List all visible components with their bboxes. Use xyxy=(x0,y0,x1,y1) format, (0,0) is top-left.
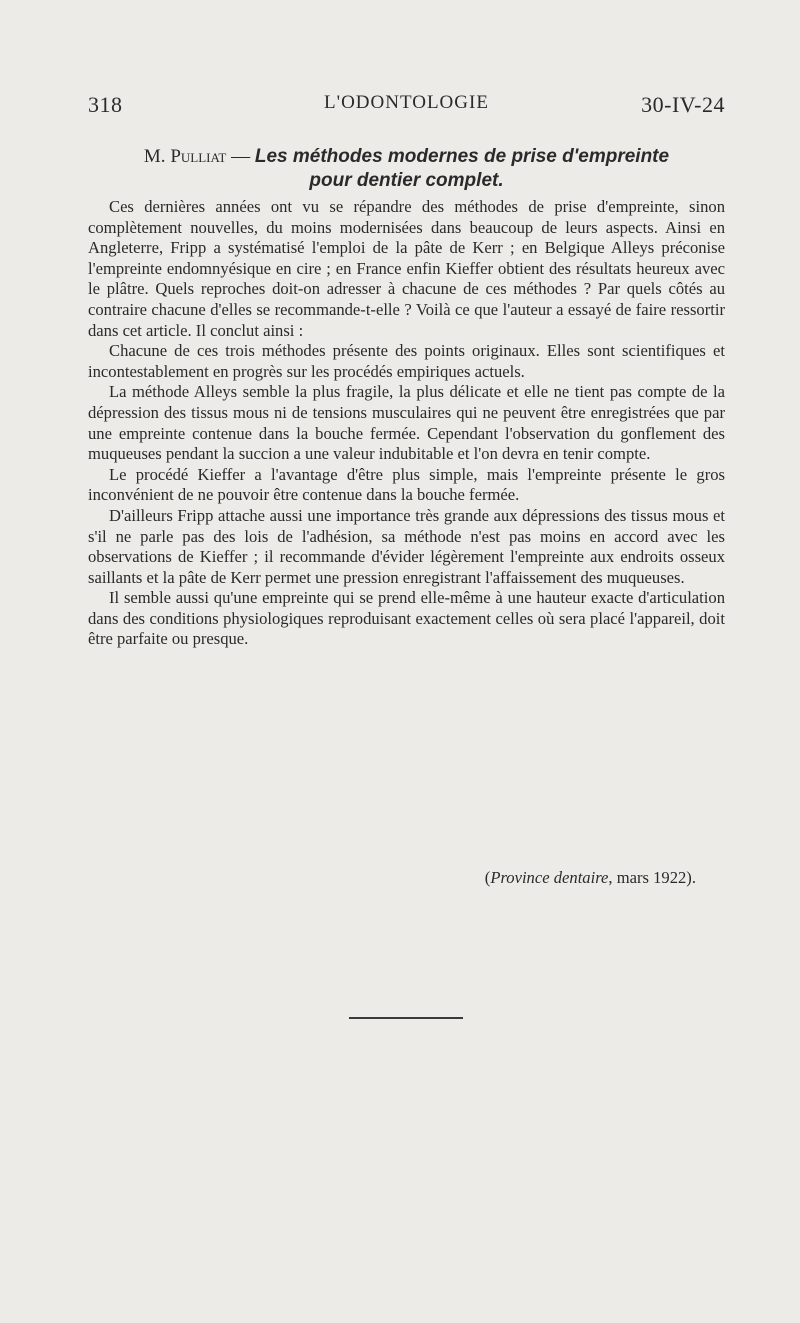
source-rest: , mars 1922). xyxy=(608,868,696,887)
paragraph: D'ailleurs Fripp attache aussi une importance très grande aux dépressions des tissus mous et s'il ne parle pas des lois de l'adhésion, sa méthode n'est pas moins en accord avec les observations de Kieffer ; il recommande d'évider légèrement l'empreinte aux endroits osseux saillants et la pâte de Kerr permet une pression enregistrant l'affaissement des muqueuses. xyxy=(88,505,725,587)
paragraph: La méthode Alleys semble la plus fragile, la plus délicate et elle ne tient pas compte de la dépression des tissus mous ni de tensions musculaires qui ne peuvent être enregistrées que par une empreinte contenue dans la bouche fermée. Cependant l'observation du gonflement des muqueuses pendant la succion a une valeur indubitable et l'on devra en tenir compte. xyxy=(88,382,725,464)
author-name: Pulliat xyxy=(170,146,227,167)
running-head xyxy=(88,92,725,122)
author-prefix: M. xyxy=(143,146,166,167)
paragraph: Ces dernières années ont vu se répandre des méthodes de prise d'empreinte, sinon complètement nouvelles, du moins modernisées dans beaucoup de leurs aspects. Ainsi en Angleterre, Fripp a systématisé l'emploi de la pâte de Kerr ; en Belgique Alleys préconise l'empreinte endomnyésique en cire ; en France enfin Kieffer obtient des résultats heureux avec le plâtre. Quels reproches doit-on adresser à chacune de ces méthodes ? Par quels côtés au contraire chacune d'elles se recommande-t-elle ? Voilà ce que l'auteur a essayé de faire ressortir dans cet article. Il conclut ainsi : xyxy=(88,197,725,340)
paragraph: Le procédé Kieffer a l'avantage d'être plus simple, mais l'empreinte présente le gros inconvénient de ne pouvoir être contenue dans la bouche fermée. xyxy=(88,464,725,505)
issue-date: 30-IV-24 xyxy=(641,92,725,117)
article-body xyxy=(88,197,725,650)
title-separator: — xyxy=(226,146,255,167)
source-citation xyxy=(88,868,696,888)
article-heading xyxy=(88,145,725,193)
article-title-line2: pour dentier complet. xyxy=(309,170,504,191)
paragraph: Il semble aussi qu'une empreinte qui se prend elle-même à une hauteur exacte d'articulation dans des conditions physiologiques reproduisant exactement celles où sera placé l'appareil, doit être parfaite ou presque. xyxy=(88,588,725,649)
article-title-line1: Les méthodes modernes de prise d'empreinte xyxy=(254,146,670,167)
journal-title: L'ODONTOLOGIE xyxy=(324,92,489,113)
page-number: 318 xyxy=(88,92,123,117)
source-open: ( xyxy=(484,868,491,887)
paragraph: Chacune de ces trois méthodes présente des points originaux. Elles sont scientifiques et incontestablement en progrès sur les procédés empiriques actuels. xyxy=(88,341,725,381)
author xyxy=(144,146,226,167)
source-publication: Province dentaire xyxy=(490,868,609,887)
section-divider xyxy=(349,1017,463,1019)
